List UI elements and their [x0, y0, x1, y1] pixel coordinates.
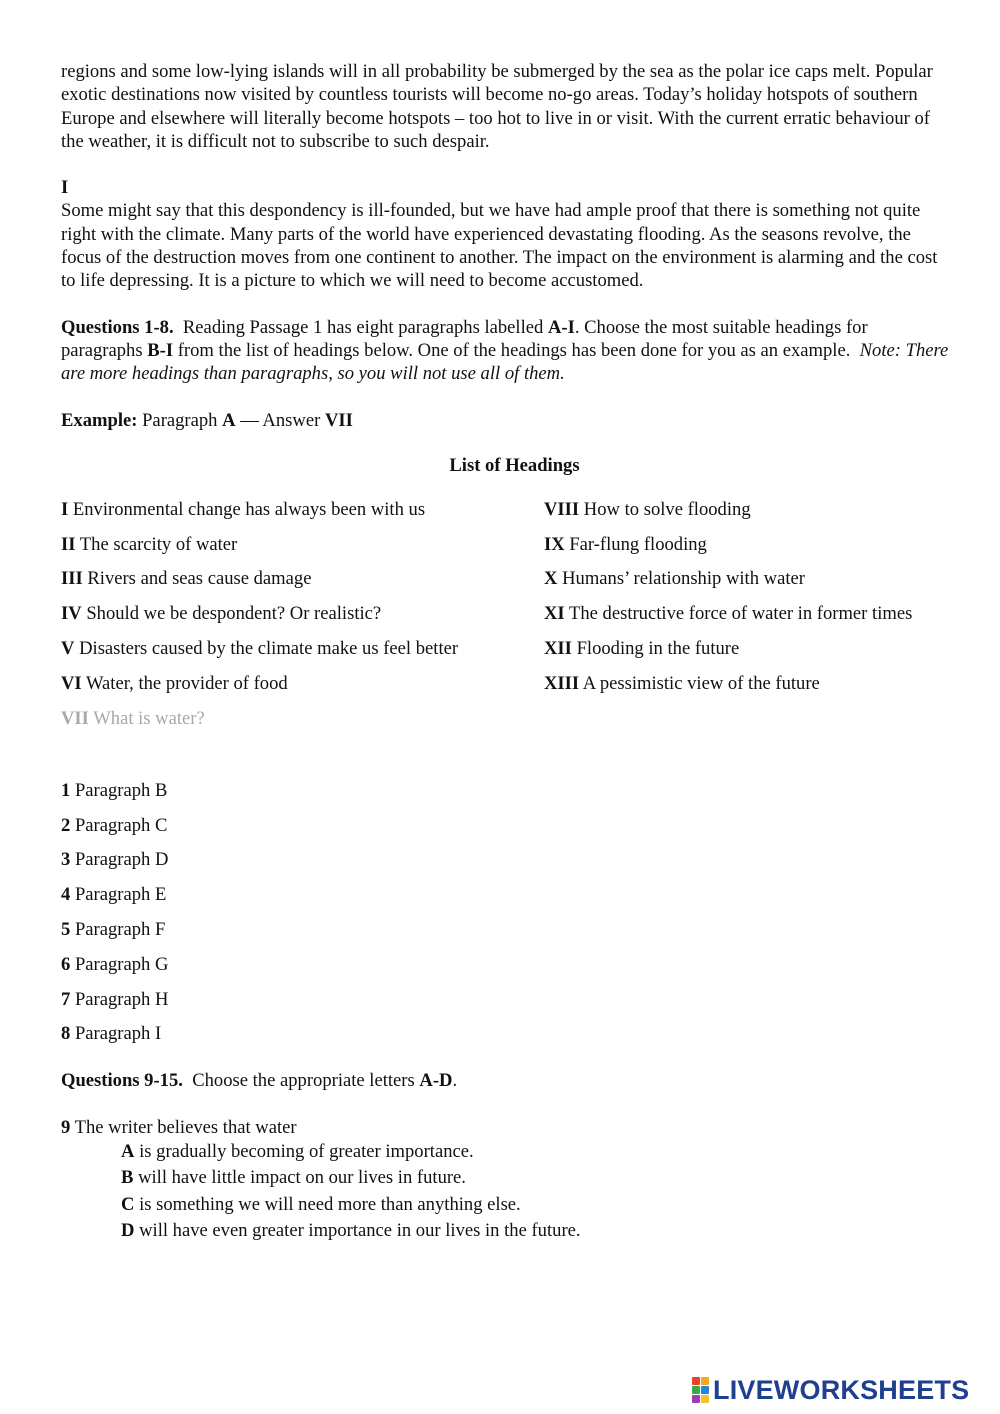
heading-item: X Humans’ relationship with water — [544, 568, 805, 590]
heading-item: V Disasters caused by the climate make us feel better — [61, 638, 459, 660]
instr-range-1: A-I — [547, 316, 575, 338]
instr-text-1: Reading Passage 1 has eight paragraphs labelled — [182, 316, 544, 338]
answer-item[interactable]: 4 Paragraph E — [61, 884, 167, 906]
heading-item: IX Far-flung flooding — [544, 533, 707, 555]
worksheet-page — [61, 60, 951, 1245]
logo-text: LIVEWORKSHEETS — [713, 1374, 970, 1405]
headings-column-left — [61, 498, 458, 742]
heading-item: VI Water, the provider of food — [61, 672, 288, 694]
example-paragraph-letter: A — [222, 409, 236, 431]
example-answer-value: VII — [324, 409, 353, 431]
question-9-stem: 9 The writer believes that water — [61, 1116, 297, 1138]
answer-item[interactable]: 2 Paragraph C — [61, 814, 168, 836]
headings-list — [61, 498, 951, 744]
example-label: Example: — [61, 409, 138, 431]
answer-item[interactable]: 6 Paragraph G — [61, 953, 169, 975]
instr-range-2: B-I — [147, 339, 174, 361]
instr-text-3: from the list of headings below. One of the headings has been done for you as an example. — [177, 339, 851, 361]
headings-column-right — [544, 498, 912, 707]
paragraph-label: I — [61, 177, 69, 199]
liveworksheets-logo — [692, 1373, 969, 1407]
intro-paragraph: regions and some low-lying islands will in all probability be submerged by the sea as the polar ice caps melt. Popular exotic destinations now visited by countless tourists will become no-go areas. Today’s holiday hotspots of southern Europe and elsewhere will literally become hotspots – too hot to live in or visit. With the current erratic behaviour of the weather, it is difficult not to subscribe to such despair. — [61, 61, 933, 152]
questions-9-15-label: Questions 9-15. — [61, 1070, 183, 1092]
heading-item: I Environmental change has always been with us — [61, 498, 426, 520]
questions-9-15-range: A-D — [419, 1070, 453, 1092]
answer-item[interactable]: 5 Paragraph F — [61, 919, 166, 941]
answer-item[interactable]: 1 Paragraph B — [61, 779, 168, 801]
example-paragraph-word: Paragraph — [142, 409, 218, 431]
questions-1-8-instructions — [61, 316, 951, 386]
question-9-option[interactable]: C is something we will need more than anything else. — [121, 1193, 521, 1215]
answer-list — [61, 779, 951, 1057]
questions-9-15-instructions: Questions 9-15. Choose the appropriate letters A-D. — [61, 1070, 458, 1092]
heading-item: XIII A pessimistic view of the future — [544, 672, 820, 694]
heading-item: VIII How to solve flooding — [544, 498, 751, 520]
heading-item-used-example: VII What is water? — [61, 707, 205, 729]
headings-title: List of Headings — [449, 454, 580, 476]
questions-9-15-text: Choose the appropriate letters — [192, 1070, 415, 1092]
question-9-option[interactable]: D will have even greater importance in our lives in the future. — [121, 1220, 581, 1242]
answer-item[interactable]: 7 Paragraph H — [61, 988, 169, 1010]
heading-item: II The scarcity of water — [61, 533, 238, 555]
heading-item: IV Should we be despondent? Or realistic? — [61, 603, 382, 625]
logo-icon — [692, 1377, 709, 1403]
answer-item[interactable]: 8 Paragraph I — [61, 1023, 162, 1045]
paragraph-i-text: Some might say that this despondency is ill-founded, but we have had ample proof that there is something not quite right with the climate. Many parts of the world have experienced devastating flooding. As the seasons revolve, the focus of the destruction moves from one continent to another. The impact on the environment is alarming and the cost to life depressing. It is a picture to which we will need to become accustomed. — [61, 200, 938, 292]
question-9-option[interactable]: A is gradually becoming of greater importance. — [121, 1140, 474, 1162]
instr-text-2: . Choose the most suitable headings for paragraphs — [61, 316, 868, 361]
heading-item: XI The destructive force of water in former times — [544, 603, 913, 625]
instr-note: Note: There are more headings than paragraphs, so you will not use all of them. — [61, 339, 949, 385]
question-9 — [61, 1116, 951, 1245]
example-answer-word: — Answer — [240, 409, 321, 431]
answer-item[interactable]: 3 Paragraph D — [61, 849, 169, 871]
example-line — [61, 409, 951, 432]
heading-item: XII Flooding in the future — [544, 638, 740, 660]
question-9-option[interactable]: B will have little impact on our lives in future. — [121, 1167, 466, 1189]
heading-item: III Rivers and seas cause damage — [61, 568, 312, 590]
questions-1-8-label: Questions 1-8. — [61, 316, 174, 338]
